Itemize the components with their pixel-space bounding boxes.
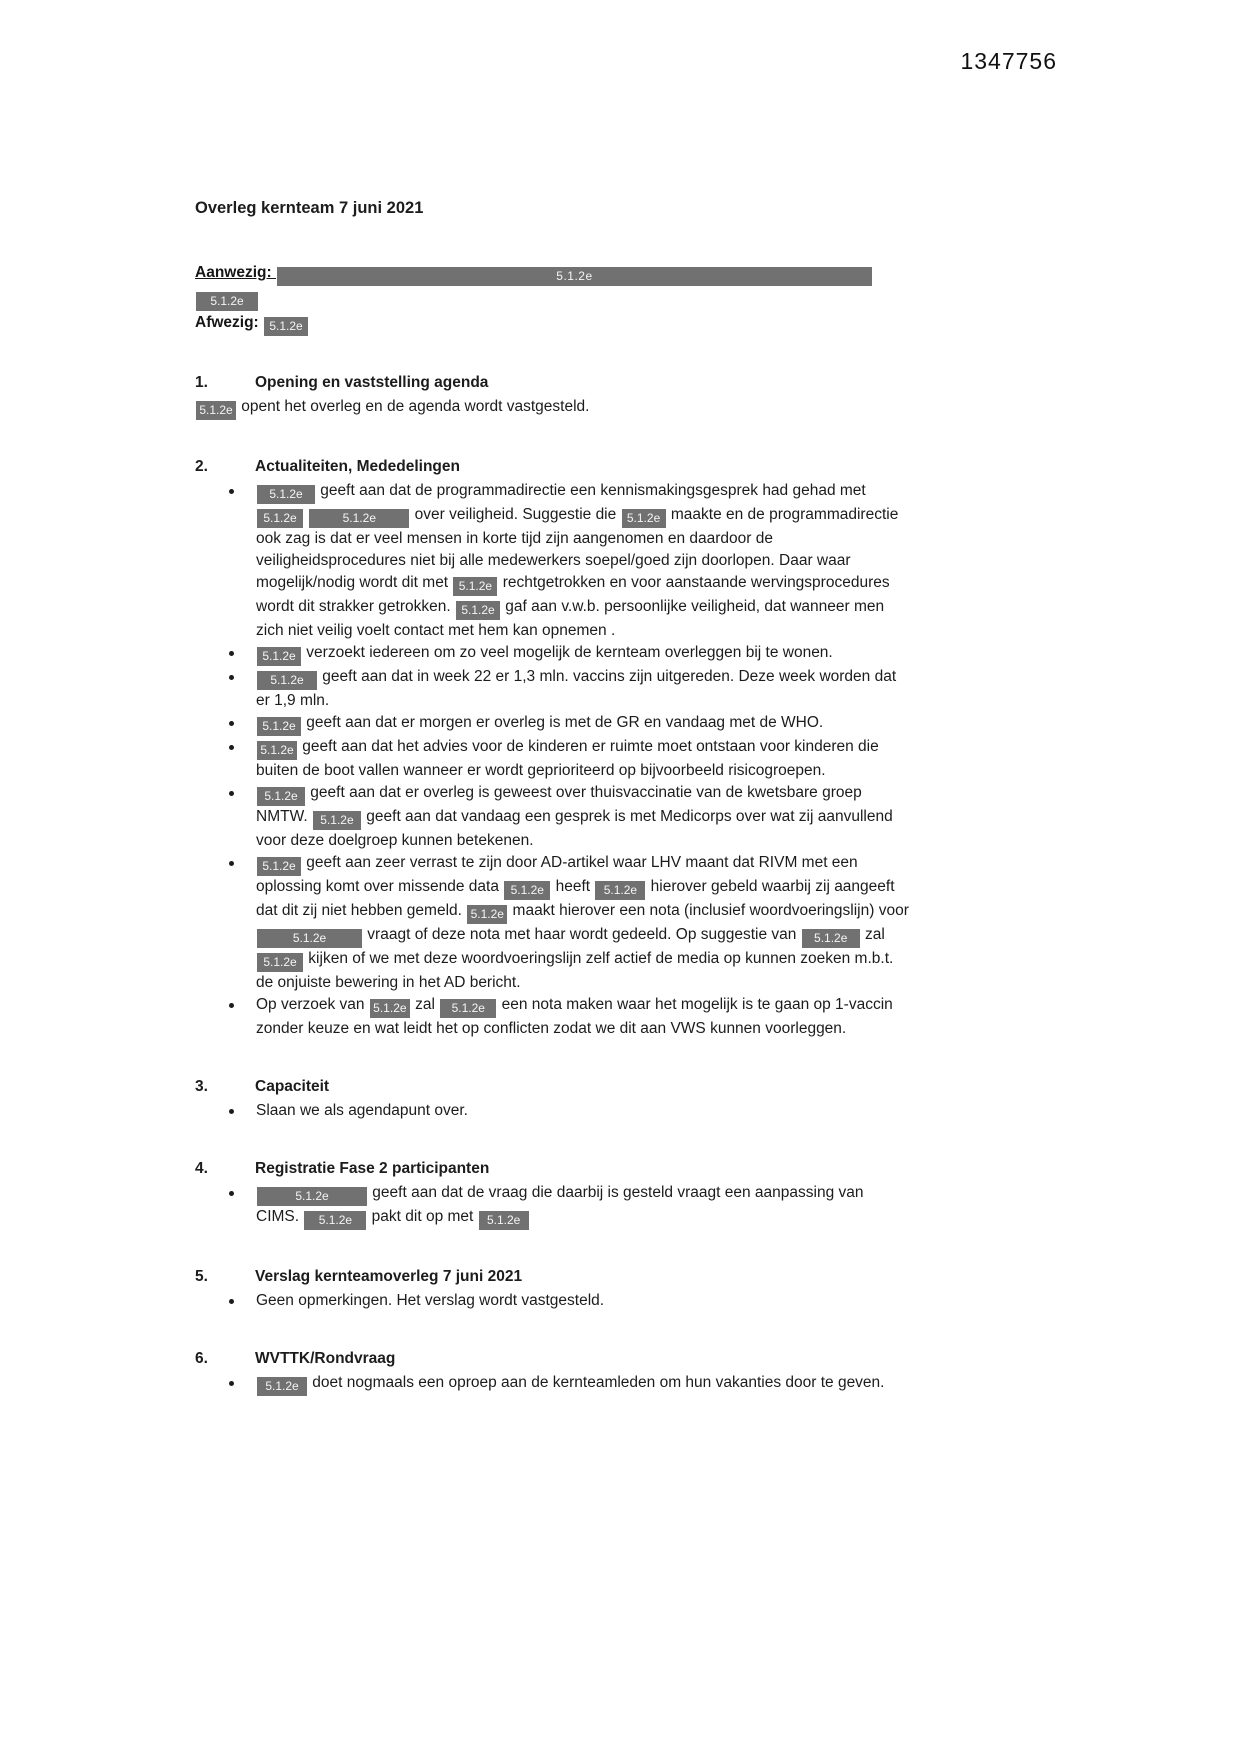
list-item bbox=[195, 994, 910, 1040]
section bbox=[195, 372, 910, 420]
text-run: geeft aan dat de vraag die daarbij is gesteld vraagt een aanpassing van CIMS. bbox=[256, 1184, 864, 1225]
bullet-icon bbox=[195, 666, 256, 680]
text-run: kijken of we met deze woordvoeringslijn zelf actief de media op kunnen zoeken m.b.t. de onjuiste bewering in het AD bericht. bbox=[256, 950, 894, 991]
section-number: 4. bbox=[195, 1160, 208, 1177]
redaction-box: 5.1.2e bbox=[595, 881, 645, 900]
section-heading bbox=[195, 1158, 910, 1180]
attendance-row bbox=[195, 311, 910, 336]
redaction-box: 5.1.2e bbox=[313, 811, 361, 830]
text-run: geeft aan dat het advies voor de kinderen er ruimte moet ontstaan voor kinderen die buiten de boot vallen wanneer er wordt geprioriteerd op bijvoorbeeld risicogroepen. bbox=[256, 738, 879, 779]
section-title: Capaciteit bbox=[255, 1078, 330, 1095]
bullet-icon bbox=[195, 480, 256, 494]
text-run: een nota maken waar het mogelijk is te gaan op 1-vaccin zonder keuze en wat leidt het op conflicten zodat we dit aan VWS kunnen voorleggen. bbox=[256, 996, 893, 1037]
list-item bbox=[195, 666, 910, 712]
redaction-box: 5.1.2e bbox=[277, 267, 872, 286]
redaction-box: 5.1.2e bbox=[257, 1187, 367, 1206]
attendance-block bbox=[195, 261, 910, 336]
section-heading bbox=[195, 1348, 910, 1370]
redaction-box: 5.1.2e bbox=[802, 929, 860, 948]
redaction-box: 5.1.2e bbox=[257, 717, 301, 736]
text-run bbox=[304, 506, 308, 523]
section bbox=[195, 1348, 910, 1396]
text-run: doet nogmaals een oproep aan de kernteamleden om hun vakanties door te geven. bbox=[308, 1374, 885, 1391]
section-number: 1. bbox=[195, 374, 208, 391]
section-title: Opening en vaststelling agenda bbox=[255, 374, 489, 391]
text-run: pakt dit op met bbox=[367, 1208, 478, 1225]
list-item-text bbox=[256, 1182, 910, 1230]
bullet-icon bbox=[195, 1372, 256, 1386]
redaction-box: 5.1.2e bbox=[196, 292, 258, 311]
redaction-box: 5.1.2e bbox=[257, 671, 317, 690]
list-item-text bbox=[256, 642, 910, 666]
section-number: 5. bbox=[195, 1268, 208, 1285]
bullet-icon bbox=[195, 736, 256, 750]
text-run: Geen opmerkingen. Het verslag wordt vastgesteld. bbox=[256, 1292, 605, 1309]
list-item bbox=[195, 852, 910, 994]
redaction-box: 5.1.2e bbox=[257, 485, 315, 504]
section bbox=[195, 1266, 910, 1312]
text-run: Op verzoek van bbox=[256, 996, 369, 1013]
redaction-box: 5.1.2e bbox=[257, 787, 305, 806]
list-item bbox=[195, 1182, 910, 1230]
list-item bbox=[195, 642, 910, 666]
text-run: maakt hierover een nota (inclusief woordvoeringslijn) voor bbox=[508, 902, 909, 919]
attendance-row bbox=[195, 286, 910, 311]
section-body bbox=[195, 1100, 910, 1122]
list-item-text bbox=[256, 852, 910, 994]
redaction-box: 5.1.2e bbox=[304, 1211, 366, 1230]
text-run: geeft aan dat er morgen er overleg is met de GR en vandaag met de WHO. bbox=[302, 714, 824, 731]
paragraph bbox=[195, 396, 910, 420]
section bbox=[195, 1076, 910, 1122]
bullet-icon bbox=[195, 994, 256, 1008]
section-title: Actualiteiten, Mededelingen bbox=[255, 458, 460, 475]
redaction-box: 5.1.2e bbox=[257, 1377, 307, 1396]
list-item-text bbox=[256, 782, 910, 852]
page-title: Overleg kernteam 7 juni 2021 bbox=[195, 199, 424, 217]
redaction-box: 5.1.2e bbox=[440, 999, 496, 1018]
text-run: verzoekt iedereen om zo veel mogelijk de kernteam overleggen bij te wonen. bbox=[302, 644, 833, 661]
list-item-text bbox=[256, 1100, 910, 1122]
section-number: 2. bbox=[195, 458, 208, 475]
list-item-text bbox=[256, 994, 910, 1040]
text-run: geeft aan zeer verrast te zijn door AD-artikel waar LHV maant dat RIVM met een oplossing komt over missende data bbox=[256, 854, 858, 895]
section-title: WVTTK/Rondvraag bbox=[255, 1350, 396, 1367]
text-run: opent het overleg en de agenda wordt vastgesteld. bbox=[237, 398, 590, 415]
list-item bbox=[195, 1100, 910, 1122]
bullet-icon bbox=[195, 1290, 256, 1304]
section-title: Registratie Fase 2 participanten bbox=[255, 1160, 490, 1177]
section bbox=[195, 456, 910, 1040]
redaction-box: 5.1.2e bbox=[309, 509, 409, 528]
section-body bbox=[195, 480, 910, 1040]
section-heading bbox=[195, 372, 910, 394]
redaction-box: 5.1.2e bbox=[257, 509, 303, 528]
text-run: geeft aan dat in week 22 er 1,3 mln. vaccins zijn uitgereden. Deze week worden dat er 1,9 mln. bbox=[256, 668, 897, 709]
bullet-icon bbox=[195, 1100, 256, 1114]
bullet-icon bbox=[195, 782, 256, 796]
list-item bbox=[195, 1372, 910, 1396]
list-item bbox=[195, 480, 910, 642]
section-heading bbox=[195, 456, 910, 478]
list-item bbox=[195, 1290, 910, 1312]
text-run: over veiligheid. Suggestie die bbox=[410, 506, 621, 523]
redaction-box: 5.1.2e bbox=[479, 1211, 529, 1230]
list-item bbox=[195, 782, 910, 852]
text-run: geeft aan dat de programmadirectie een kennismakingsgesprek had gehad met bbox=[316, 482, 866, 499]
text-run: Slaan we als agendapunt over. bbox=[256, 1102, 468, 1119]
bullet-icon bbox=[195, 852, 256, 866]
list-item-text bbox=[256, 736, 910, 782]
attendance-row bbox=[195, 261, 910, 286]
text-run: vraagt of deze nota met haar wordt gedeeld. Op suggestie van bbox=[363, 926, 801, 943]
text-run: gaf aan v.w.b. persoonlijke veiligheid, dat wanneer men zich niet veilig voelt contact met hem kan opnemen . bbox=[256, 598, 885, 639]
section bbox=[195, 1158, 910, 1230]
section-body bbox=[195, 1182, 910, 1230]
bullet-icon bbox=[195, 642, 256, 656]
text-run: zal bbox=[860, 926, 885, 943]
section-title: Verslag kernteamoverleg 7 juni 2021 bbox=[255, 1268, 523, 1285]
redaction-box: 5.1.2e bbox=[453, 577, 497, 596]
doc-number: 1347756 bbox=[960, 48, 1057, 74]
redaction-box: 5.1.2e bbox=[257, 741, 297, 760]
redaction-box: 5.1.2e bbox=[370, 999, 410, 1018]
section-number: 3. bbox=[195, 1078, 208, 1095]
redaction-box: 5.1.2e bbox=[456, 601, 500, 620]
text-run: geeft aan dat er overleg is geweest over thuisvaccinatie van de kwetsbare groep NMTW. bbox=[256, 784, 862, 825]
text-run: hierover gebeld waarbij zij aangeeft dat dit zij niet hebben gemeld. bbox=[256, 878, 895, 919]
bullet-icon bbox=[195, 1182, 256, 1196]
text-run: geeft aan dat vandaag een gesprek is met Medicorps over wat zij aanvullend voor deze doelgroep kunnen betekenen. bbox=[256, 808, 893, 849]
list-item bbox=[195, 712, 910, 736]
section-heading bbox=[195, 1266, 910, 1288]
list-item bbox=[195, 736, 910, 782]
text-run: zal bbox=[410, 996, 440, 1013]
section-body bbox=[195, 396, 910, 420]
attendance-label: Aanwezig: bbox=[195, 264, 276, 281]
redaction-box: 5.1.2e bbox=[622, 509, 666, 528]
bullet-icon bbox=[195, 712, 256, 726]
list-item-text bbox=[256, 480, 910, 642]
redaction-box: 5.1.2e bbox=[504, 881, 550, 900]
redaction-box: 5.1.2e bbox=[257, 953, 303, 972]
section-heading bbox=[195, 1076, 910, 1098]
text-run: maakte en de programmadirectie ook zag is dat er veel mensen in korte tijd zijn aangenomen en daardoor de veiligheidsprocedures niet bij alle medewerkers soepel/goed zijn doorlopen. Daar waar mogelijk/nodig wordt dit met bbox=[256, 506, 899, 591]
section-body bbox=[195, 1372, 910, 1396]
text-run: heeft bbox=[551, 878, 595, 895]
section-number: 6. bbox=[195, 1350, 208, 1367]
attendance-label: Afwezig: bbox=[195, 314, 264, 331]
text-run: rechtgetrokken en voor aanstaande wervingsprocedures wordt dit strakker getrokken. bbox=[256, 574, 890, 615]
sections-container bbox=[195, 372, 910, 1396]
section-body bbox=[195, 1290, 910, 1312]
list-item-text bbox=[256, 1372, 910, 1396]
list-item-text bbox=[256, 666, 910, 712]
redaction-box: 5.1.2e bbox=[257, 857, 301, 876]
document-content bbox=[195, 197, 910, 1396]
redaction-box: 5.1.2e bbox=[196, 401, 236, 420]
redaction-box: 5.1.2e bbox=[257, 929, 362, 948]
list-item-text bbox=[256, 1290, 910, 1312]
list-item-text bbox=[256, 712, 910, 736]
redaction-box: 5.1.2e bbox=[264, 317, 308, 336]
redaction-box: 5.1.2e bbox=[257, 647, 301, 666]
redaction-box: 5.1.2e bbox=[467, 905, 507, 924]
